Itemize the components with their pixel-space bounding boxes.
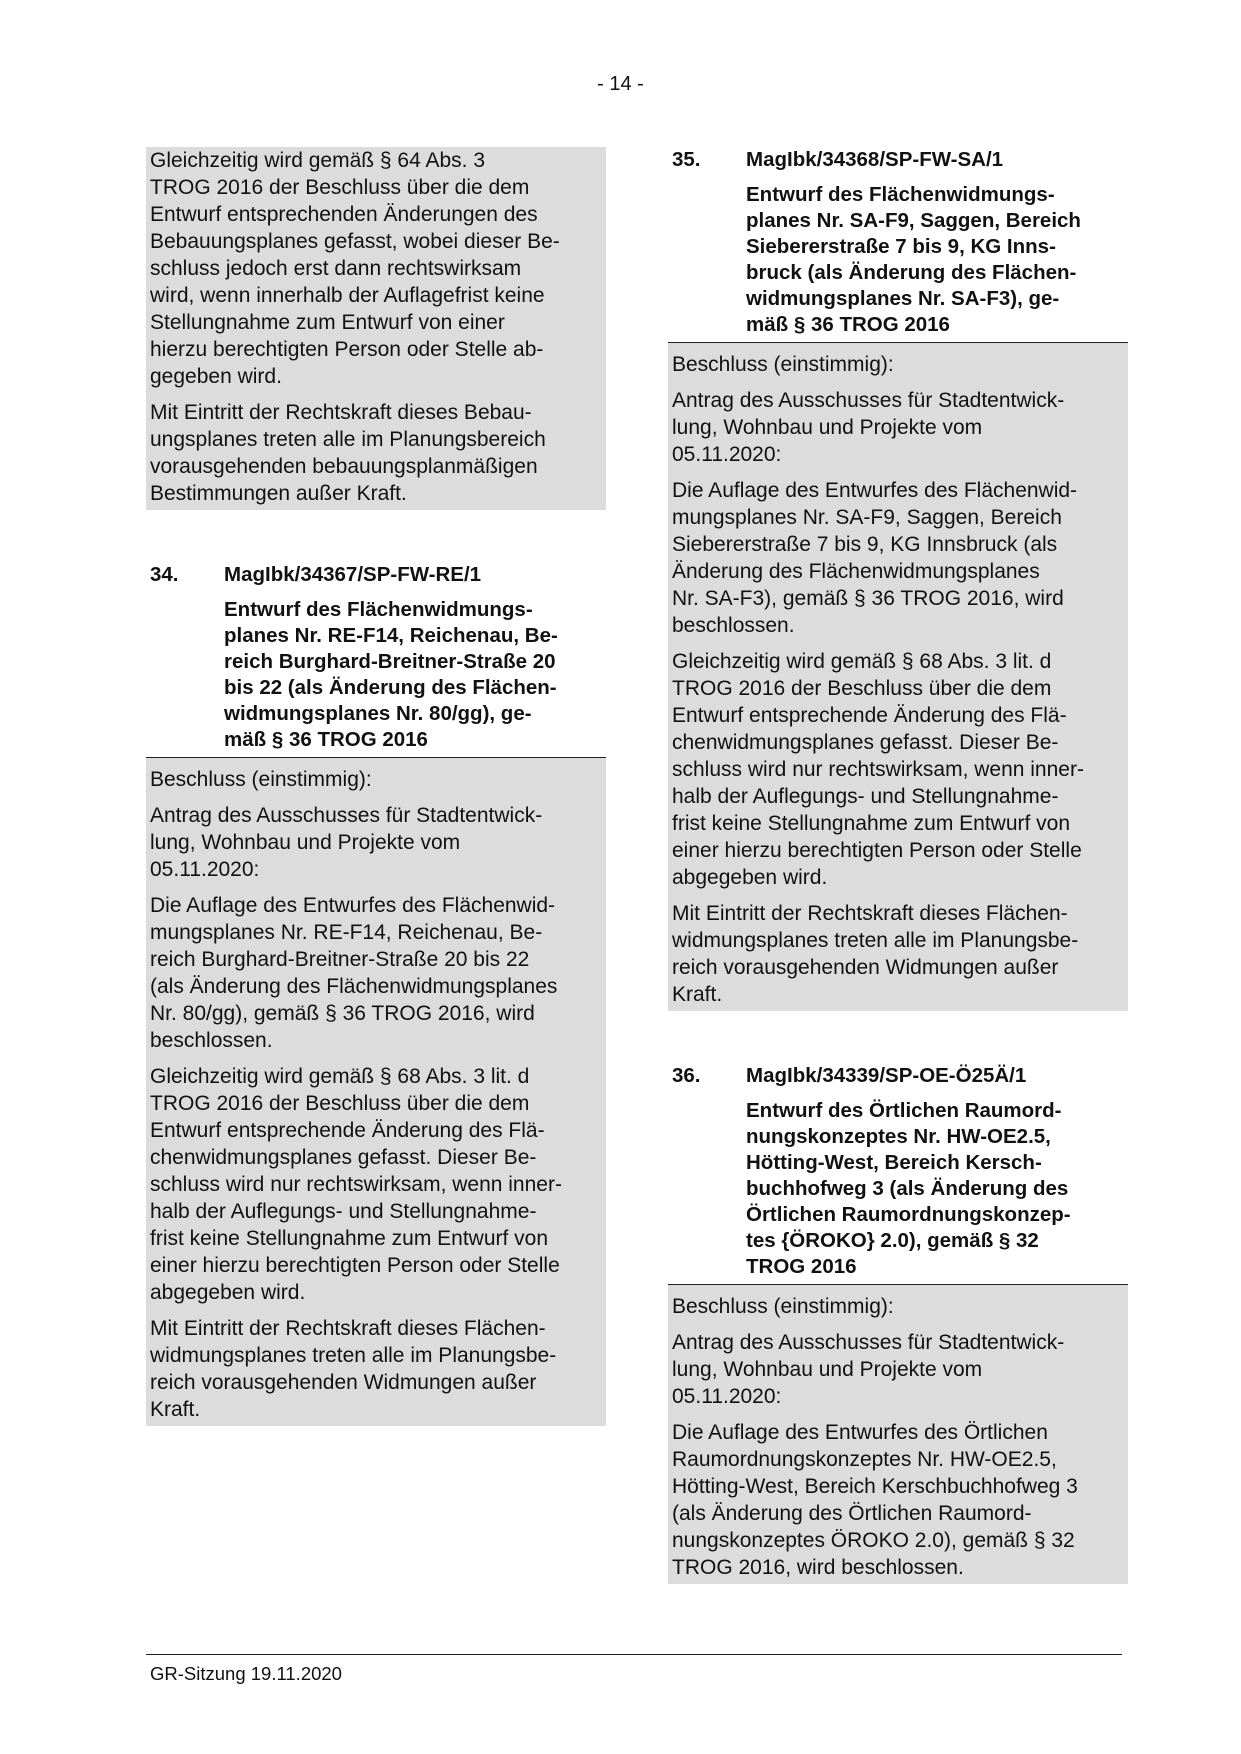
resolution-text-block	[668, 1285, 1128, 1584]
paragraph: Antrag des Ausschusses für Stadtentwick- lung, Wohnbau und Projekte vom 05.11.2020:	[672, 1331, 1065, 1408]
paragraph: Antrag des Ausschusses für Stadtentwick- lung, Wohnbau und Projekte vom 05.11.2020:	[672, 389, 1065, 466]
paragraph: Gleichzeitig wird gemäß § 68 Abs. 3 lit. d TROG 2016 der Beschluss über die dem Entwurf entsprechende Änderung des Flä- chenwidmungsplanes gefasst. Dieser Be- schluss wird nur rechtswirksam, wenn inner- halb der Auflegungs- und Stellungnahme- frist keine Stellungnahme zum Entwurf von einer hierzu berechtigten Person oder Stelle abgegeben wird.	[672, 650, 1084, 889]
agenda-item-header-36	[668, 1063, 1128, 1285]
paragraph: Antrag des Ausschusses für Stadtentwick- lung, Wohnbau und Projekte vom 05.11.2020:	[150, 804, 543, 881]
agenda-item-header-34	[146, 562, 606, 758]
item-number: 35.	[672, 148, 701, 171]
paragraph: Beschluss (einstimmig):	[150, 768, 372, 791]
footer-session-date: GR-Sitzung 19.11.2020	[150, 1663, 342, 1684]
paragraph: Beschluss (einstimmig):	[672, 353, 894, 376]
item-number: 34.	[150, 563, 179, 586]
paragraph: Mit Eintritt der Rechtskraft dieses Bebau- ungsplanes treten alle im Planungsbereich vorausgehenden bebauungsplanmäßigen Bestimmungen außer Kraft.	[150, 401, 546, 505]
agenda-item-header-35	[668, 147, 1128, 343]
paragraph: Die Auflage des Entwurfes des Örtlichen Raumordnungskonzeptes Nr. HW-OE2.5, Hötting-West, Bereich Kerschbuchhofweg 3 (als Änderung des Örtlichen Raumord- nungskonzeptes ÖROKO 2.0), gemäß § 32 TROG 2016, wird beschlossen.	[672, 1421, 1078, 1579]
item-title: Entwurf des Örtlichen Raumord- nungskonzeptes Nr. HW-OE2.5, Hötting-West, Bereich Kersch- buchhofweg 3 (als Änderung des Örtlichen Raumordnungskonzep- tes {ÖROKO} 2.0), gemäß § 32 TROG 2016	[746, 1099, 1071, 1278]
left-column	[146, 147, 606, 1426]
item-title: Entwurf des Flächenwidmungs- planes Nr. RE-F14, Reichenau, Be- reich Burghard-Breitner-Straße 20 bis 22 (als Änderung des Flächen- widmungsplanes Nr. 80/gg), ge- mäß § 36 TROG 2016	[224, 598, 558, 751]
paragraph: Beschluss (einstimmig):	[672, 1295, 894, 1318]
paragraph: Die Auflage des Entwurfes des Flächenwid- mungsplanes Nr. SA-F9, Saggen, Bereich Siebererstraße 7 bis 9, KG Innsbruck (als Änderung des Flächenwidmungsplanes Nr. SA-F3), gemäß § 36 TROG 2016, wird beschlossen.	[672, 479, 1078, 637]
paragraph: Mit Eintritt der Rechtskraft dieses Flächen- widmungsplanes treten alle im Planungsbe- reich vorausgehenden Widmungen außer Kraft.	[672, 902, 1079, 1006]
paragraph: Die Auflage des Entwurfes des Flächenwid- mungsplanes Nr. RE-F14, Reichenau, Be- reich Burghard-Breitner-Straße 20 bis 22 (als Änderung des Flächenwidmungsplanes Nr. 80/gg), gemäß § 36 TROG 2016, wird beschlossen.	[150, 894, 558, 1052]
paragraph: Gleichzeitig wird gemäß § 68 Abs. 3 lit. d TROG 2016 der Beschluss über die dem Entwurf entsprechende Änderung des Flä- chenwidmungsplanes gefasst. Dieser Be- schluss wird nur rechtswirksam, wenn inner- halb der Auflegungs- und Stellungnahme- frist keine Stellungnahme zum Entwurf von einer hierzu berechtigten Person oder Stelle abgegeben wird.	[150, 1065, 562, 1304]
item-number: 36.	[672, 1064, 701, 1087]
resolution-text-block	[146, 758, 606, 1426]
resolution-text-block	[668, 343, 1128, 1011]
item-reference: MagIbk/34339/SP-OE-Ö25Ä/1	[746, 1064, 1027, 1087]
paragraph: Mit Eintritt der Rechtskraft dieses Flächen- widmungsplanes treten alle im Planungsbe- reich vorausgehenden Widmungen außer Kraft.	[150, 1317, 557, 1421]
item-title: Entwurf des Flächenwidmungs- planes Nr. SA-F9, Saggen, Bereich Siebererstraße 7 bis 9, KG Inns- bruck (als Änderung des Flächen- widmungsplanes Nr. SA-F3), ge- mäß § 36 TROG 2016	[746, 183, 1081, 336]
paragraph: Gleichzeitig wird gemäß § 64 Abs. 3 TROG 2016 der Beschluss über die dem Entwurf entsprechenden Änderungen des Bebauungsplanes gefasst, wobei dieser Be- schluss jedoch erst dann rechtswirksam wird, wenn innerhalb der Auflagefrist keine Stellungnahme zum Entwurf von einer hierzu berechtigten Person oder Stelle ab- gegeben wird.	[150, 149, 560, 388]
page-number: - 14 -	[597, 73, 644, 95]
footer-divider	[146, 1654, 1122, 1655]
item-reference: MagIbk/34367/SP-FW-RE/1	[224, 563, 482, 586]
continuation-text-block	[146, 147, 606, 510]
right-column	[668, 147, 1128, 1584]
item-reference: MagIbk/34368/SP-FW-SA/1	[746, 148, 1004, 171]
